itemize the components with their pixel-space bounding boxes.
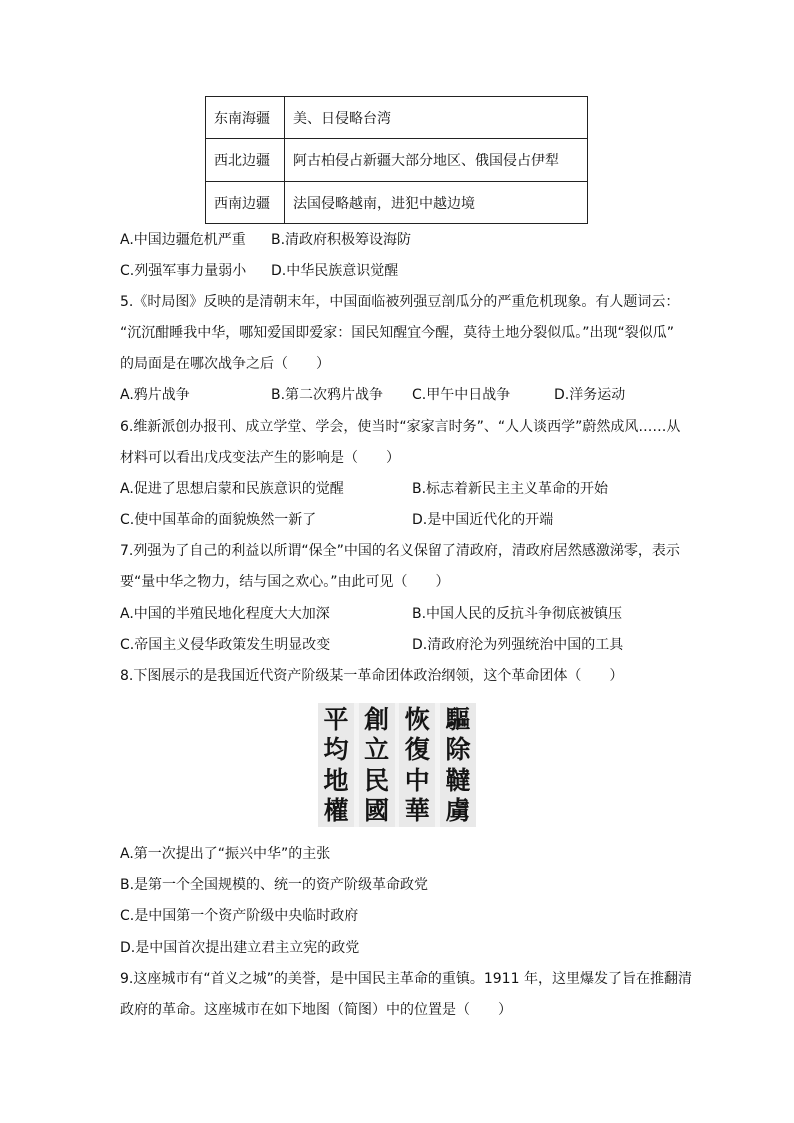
q4-option-d: D.中华民族意识觉醒 [271, 263, 399, 279]
q4-option-a: A.中国边疆危机严重 [120, 232, 246, 248]
calligraphy-char: 虜 [445, 795, 471, 825]
q5-option-d: D.洋务运动 [554, 387, 626, 403]
table-cell-event: 美、日侵略台湾 [285, 97, 588, 139]
q5-stem-line3: 的局面是在哪次战争之后（ ） [120, 356, 330, 372]
q7-option-d: D.清政府沦为列强统治中国的工具 [412, 637, 624, 653]
q5-stem-line1: 5.《时局图》反映的是清朝末年，中国面临被列强豆剖瓜分的严重危机现象。有人题词云： [120, 294, 680, 310]
calligraphy-column [440, 703, 476, 827]
q9-stem-line1: 9.这座城市有“首义之城”的美誉，是中国民主革命的重镇。1911 年，这里爆发了旨在推翻清 [120, 971, 692, 987]
q8-option-a: A.第一次提出了“振兴中华”的主张 [120, 846, 331, 862]
border-crisis-table [205, 96, 588, 224]
q6-option-b: B.标志着新民主主义革命的开始 [412, 481, 609, 497]
calligraphy-char: 除 [445, 735, 471, 765]
q8-option-d: D.是中国首次提出建立君主立宪的政党 [120, 940, 360, 956]
calligraphy-column [359, 703, 395, 827]
table-cell-region: 西南边疆 [206, 182, 285, 224]
q7-stem-line1: 7.列强为了自己的利益以所谓“保全”中国的名义保留了清政府，清政府居然感激涕零，表示 [120, 543, 680, 559]
q7-option-c: C.帝国主义侵华政策发生明显改变 [120, 637, 331, 653]
q4-option-b: B.清政府积极筹设海防 [271, 232, 412, 248]
table-cell-region: 西北边疆 [206, 139, 285, 182]
calligraphy-char: 國 [364, 795, 390, 825]
q5-stem-line2: “沉沉酣睡我中华，哪知爱国即爱家：国民知醒宜今醒，莫待土地分裂似瓜。”出现“裂似瓜” [120, 325, 675, 341]
q8-option-b: B.是第一个全国规模的、统一的资产阶级革命政党 [120, 877, 429, 893]
calligraphy-char: 權 [323, 795, 349, 825]
calligraphy-char: 恢 [404, 705, 430, 734]
q7-stem-line2: 要“量中华之物力，结与国之欢心。”由此可见（ ） [120, 574, 450, 590]
q8-stem-line1: 8.下图展示的是我国近代资产阶级某一革命团体政治纲领，这个革命团体（ ） [120, 668, 624, 684]
q8-option-c: C.是中国第一个资产阶级中央临时政府 [120, 908, 359, 924]
calligraphy-char: 創 [364, 705, 390, 734]
calligraphy-char: 中 [404, 765, 430, 795]
q5-option-c: C.甲午中日战争 [412, 387, 511, 403]
calligraphy-char: 韃 [445, 765, 471, 795]
calligraphy-char: 民 [364, 765, 390, 795]
q4-option-c: C.列强军事力量弱小 [120, 263, 247, 279]
q7-option-b: B.中国人民的反抗斗争彻底被镇压 [412, 606, 623, 622]
table-cell-event: 阿古柏侵占新疆大部分地区、俄国侵占伊犁 [285, 139, 588, 182]
q9-stem-line2: 政府的革命。这座城市在如下地图（简图）中的位置是（ ） [120, 1002, 512, 1018]
q7-option-a: A.中国的半殖民地化程度大大加深 [120, 606, 330, 622]
calligraphy-char: 平 [323, 705, 349, 734]
q5-option-b: B.第二次鸦片战争 [271, 387, 384, 403]
table-cell-region: 东南海疆 [206, 97, 285, 139]
q6-option-d: D.是中国近代化的开端 [412, 512, 554, 528]
q6-stem-line1: 6.维新派创办报刊、成立学堂、学会，使当时“家家言时务”、“人人谈西学”蔚然成风……从 [120, 419, 681, 435]
calligraphy-char: 驅 [445, 705, 471, 734]
calligraphy-char: 地 [323, 765, 349, 795]
table-cell-event: 法国侵略越南，进犯中越边境 [285, 182, 588, 224]
q5-option-a: A.鸦片战争 [120, 387, 190, 403]
calligraphy-column [318, 703, 354, 827]
calligraphy-char: 立 [364, 735, 390, 765]
calligraphy-char: 華 [404, 795, 430, 825]
tongmenghui-program-calligraphy [318, 703, 476, 827]
q6-stem-line2: 材料可以看出戊戌变法产生的影响是（ ） [120, 450, 400, 466]
q6-option-c: C.使中国革命的面貌焕然一新了 [120, 512, 317, 528]
calligraphy-char: 均 [323, 735, 349, 765]
calligraphy-char: 復 [404, 735, 430, 765]
calligraphy-column [399, 703, 435, 827]
q6-option-a: A.促进了思想启蒙和民族意识的觉醒 [120, 481, 344, 497]
